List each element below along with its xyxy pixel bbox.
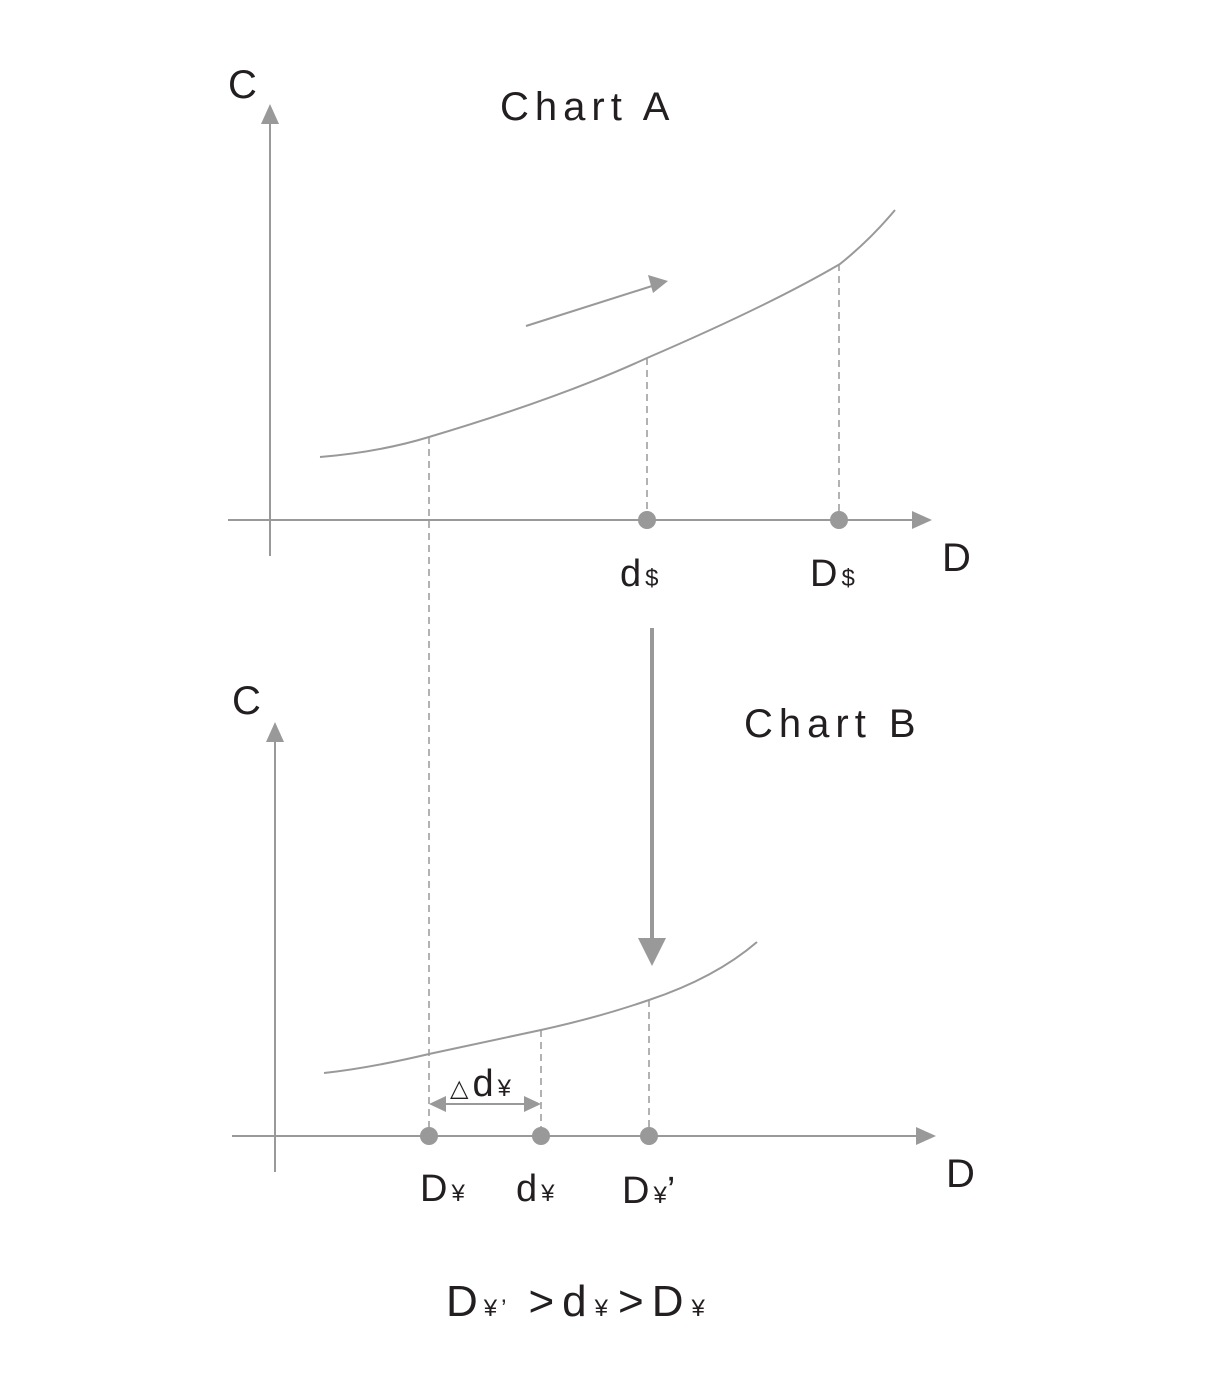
chart-a: [228, 63, 971, 595]
chart-b: [232, 679, 975, 1212]
chart-a-point-D-dollar: [830, 511, 848, 529]
chart-a-trend-arrowhead: [648, 275, 668, 293]
chart-a-y-axis-label: C: [228, 63, 257, 107]
chart-b-y-axis-label: C: [232, 679, 261, 723]
chart-a-point-label-D-dollar: D $: [810, 553, 855, 595]
chart-a-trend-arrow-shaft: [526, 286, 652, 326]
connectors: [429, 437, 666, 1136]
chart-b-point-D-yen: [420, 1127, 438, 1145]
delta-arrowhead-left: [429, 1096, 446, 1112]
chart-b-point-label-D-yen: D ¥: [420, 1168, 465, 1210]
shift-down-arrowhead: [638, 938, 666, 966]
chart-b-y-axis-arrowhead: [266, 722, 284, 742]
chart-a-x-axis-label: D: [942, 536, 971, 580]
chart-b-x-axis-arrowhead: [916, 1127, 936, 1145]
chart-a-point-d-dollar: [638, 511, 656, 529]
chart-a-title: Chart A: [500, 85, 676, 129]
chart-b-point-label-D-yen-prime: D ¥’: [622, 1170, 676, 1212]
chart-b-x-axis-label: D: [946, 1152, 975, 1196]
chart-a-point-label-d-dollar: d $: [620, 553, 659, 595]
delta-arrowhead-right: [524, 1096, 541, 1112]
chart-a-x-axis-arrowhead: [912, 511, 932, 529]
chart-b-point-label-d-yen: d ¥: [516, 1168, 555, 1210]
chart-b-curve: [324, 942, 757, 1073]
chart-b-title: Chart B: [744, 702, 922, 746]
inequality-formula: D¥’ >d ¥ >D ¥: [446, 1277, 709, 1326]
delta-label: △ d ¥: [450, 1063, 511, 1105]
chart-b-point-d-yen: [532, 1127, 550, 1145]
chart-a-curve: [320, 210, 895, 457]
chart-a-y-axis-arrowhead: [261, 104, 279, 124]
chart-b-point-D-yen-prime: [640, 1127, 658, 1145]
